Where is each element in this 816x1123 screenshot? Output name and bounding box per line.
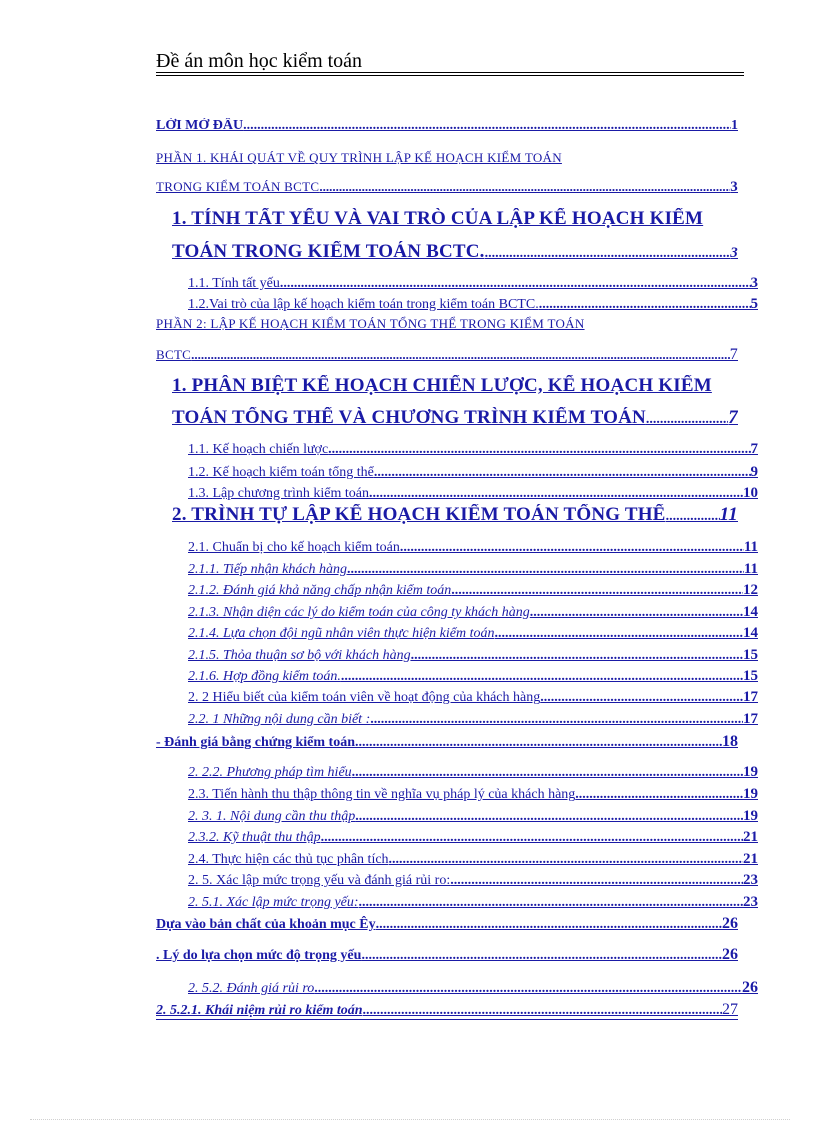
toc-entry-2-5-2-1[interactable]: 2. 5.2.1. Khái niệm rủi ro kiểm toán ..... 27 <box>156 1001 738 1020</box>
toc-entry-2-1-3[interactable]: 2.1.3. Nhận diện các lý do kiểm toán của công ty khách hàng ..... 14 <box>188 604 758 621</box>
toc-entry-2-1-4[interactable]: 2.1.4. Lựa chọn đội ngũ nhân viên thực hiện kiểm toán ..... 14 <box>188 625 758 642</box>
toc-entry-part1-line1[interactable]: PHẦN 1. KHÁI QUÁT VỀ QUY TRÌNH LẬP KẾ HOẠCH KIỂM TOÁN <box>156 150 562 165</box>
toc-entry-section2[interactable]: 2. TRÌNH TỰ LẬP KẾ HOẠCH KIỂM TOÁN TỔNG THỂ ..... 11 <box>172 504 738 526</box>
toc-entry-2-2-2[interactable]: 2. 2.2. Phương pháp tìm hiểu ..... 19 <box>188 764 758 781</box>
toc-entry-1-1b[interactable]: 1.1. Kế hoạch chiến lược ..... 7 <box>188 441 758 458</box>
toc-entry-2-2-1[interactable]: 2.2. 1 Những nội dung cần biết : ..... 17 <box>188 711 758 728</box>
toc-entry-1-2b[interactable]: 1.2. Kế hoạch kiểm toán tổng thể ..... 9 <box>188 464 758 481</box>
toc-entry-2-3-2[interactable]: 2.3.2. Kỹ thuật thu thập ..... 21 <box>188 829 758 846</box>
toc-entry-2-1-1[interactable]: 2.1.1. Tiếp nhận khách hàng ..... 11 <box>188 561 758 578</box>
toc-entry-2-5-1[interactable]: 2. 5.1. Xác lập mức trọng yếu: ..... 23 <box>188 894 758 911</box>
toc-entry-2-5[interactable]: 2. 5. Xác lập mức trọng yếu và đánh giá rủi ro: ..... 23 <box>188 872 758 889</box>
header-rule <box>156 72 744 73</box>
toc-entry-1-2[interactable]: 1.2.Vai trò của lập kế hoạch kiểm toán trong kiểm toán BCTC. ..... 5 <box>188 296 758 313</box>
toc-entry-section1b-line1[interactable]: 1. PHÂN BIỆT KẾ HOẠCH CHIẾN LƯỢC, KẾ HOẠCH KIỂM <box>172 375 712 396</box>
toc-entry-section1-line1[interactable]: 1. TÍNH TẤT YẾU VÀ VAI TRÒ CỦA LẬP KẾ HOẠCH KIỂM <box>172 208 704 229</box>
toc-entry-section1b-line2[interactable]: TOÁN TỔNG THỂ VÀ CHƯƠNG TRÌNH KIỂM TOÁN ..... 7 <box>172 407 738 429</box>
toc-entry-1-1[interactable]: 1.1. Tính tất yếu ..... 3 <box>188 275 758 292</box>
toc-entry-2-1-6[interactable]: 2.1.6. Hợp đồng kiểm toán. ..... 15 <box>188 668 758 685</box>
toc-entry-2-1-5[interactable]: 2.1.5. Thỏa thuận sơ bộ với khách hàng ..... 15 <box>188 647 758 664</box>
header-rule-thin <box>156 75 744 76</box>
toc-entry-2-2[interactable]: 2. 2 Hiểu biết của kiểm toán viên về hoạt động của khách hàng ..... 17 <box>188 689 758 706</box>
toc-entry-part2-line2[interactable]: BCTC ..... 7 <box>156 346 738 364</box>
toc-entry-section1-line2[interactable]: TOÁN TRONG KIỂM TOÁN BCTC. ..... 3 <box>172 241 738 263</box>
toc-entry-2-3[interactable]: 2.3. Tiến hành thu thập thông tin về nghĩa vụ pháp lý của khách hàng ..... 19 <box>188 786 758 803</box>
toc-entry-evidence[interactable]: - Đánh giá bằng chứng kiểm toán ..... 18 <box>156 733 738 751</box>
toc-entry-materiality-reason[interactable]: . Lý do lựa chọn mức độ trọng yếu ..... 26 <box>156 946 738 964</box>
toc-entry-intro[interactable]: LỜI MỞ ĐẦU ..... 1 <box>156 118 738 134</box>
toc-entry-2-4[interactable]: 2.4. Thực hiện các thủ tục phân tích ..... 21 <box>188 851 758 868</box>
toc-entry-2-1[interactable]: 2.1. Chuẩn bị cho kế hoạch kiểm toán ..... 11 <box>188 539 758 556</box>
toc-entry-part1-line2[interactable]: TRONG KIỂM TOÁN BCTC ..... 3 <box>156 179 738 196</box>
toc-entry-nature-of-item[interactable]: Dựa vào bản chất của khoản mục Êy ..... 26 <box>156 915 738 933</box>
page-bottom-border <box>30 1119 790 1120</box>
toc-entry-part2-line1[interactable]: PHẦN 2: LẬP KẾ HOẠCH KIỂM TOÁN TỔNG THỂ TRONG KIỂM TOÁN <box>156 316 585 331</box>
toc-entry-2-5-2[interactable]: 2. 5.2. Đánh giá rủi ro ..... 26 <box>188 979 758 997</box>
toc-entry-1-3b[interactable]: 1.3. Lập chương trình kiểm toán ..... 10 <box>188 485 758 502</box>
toc-entry-2-1-2[interactable]: 2.1.2. Đánh giá khả năng chấp nhận kiểm toán ..... 12 <box>188 582 758 599</box>
toc-entry-2-3-1[interactable]: 2. 3. 1. Nội dung cần thu thập ..... 19 <box>188 808 758 825</box>
page-header-title: Đề án môn học kiểm toán <box>156 50 363 72</box>
